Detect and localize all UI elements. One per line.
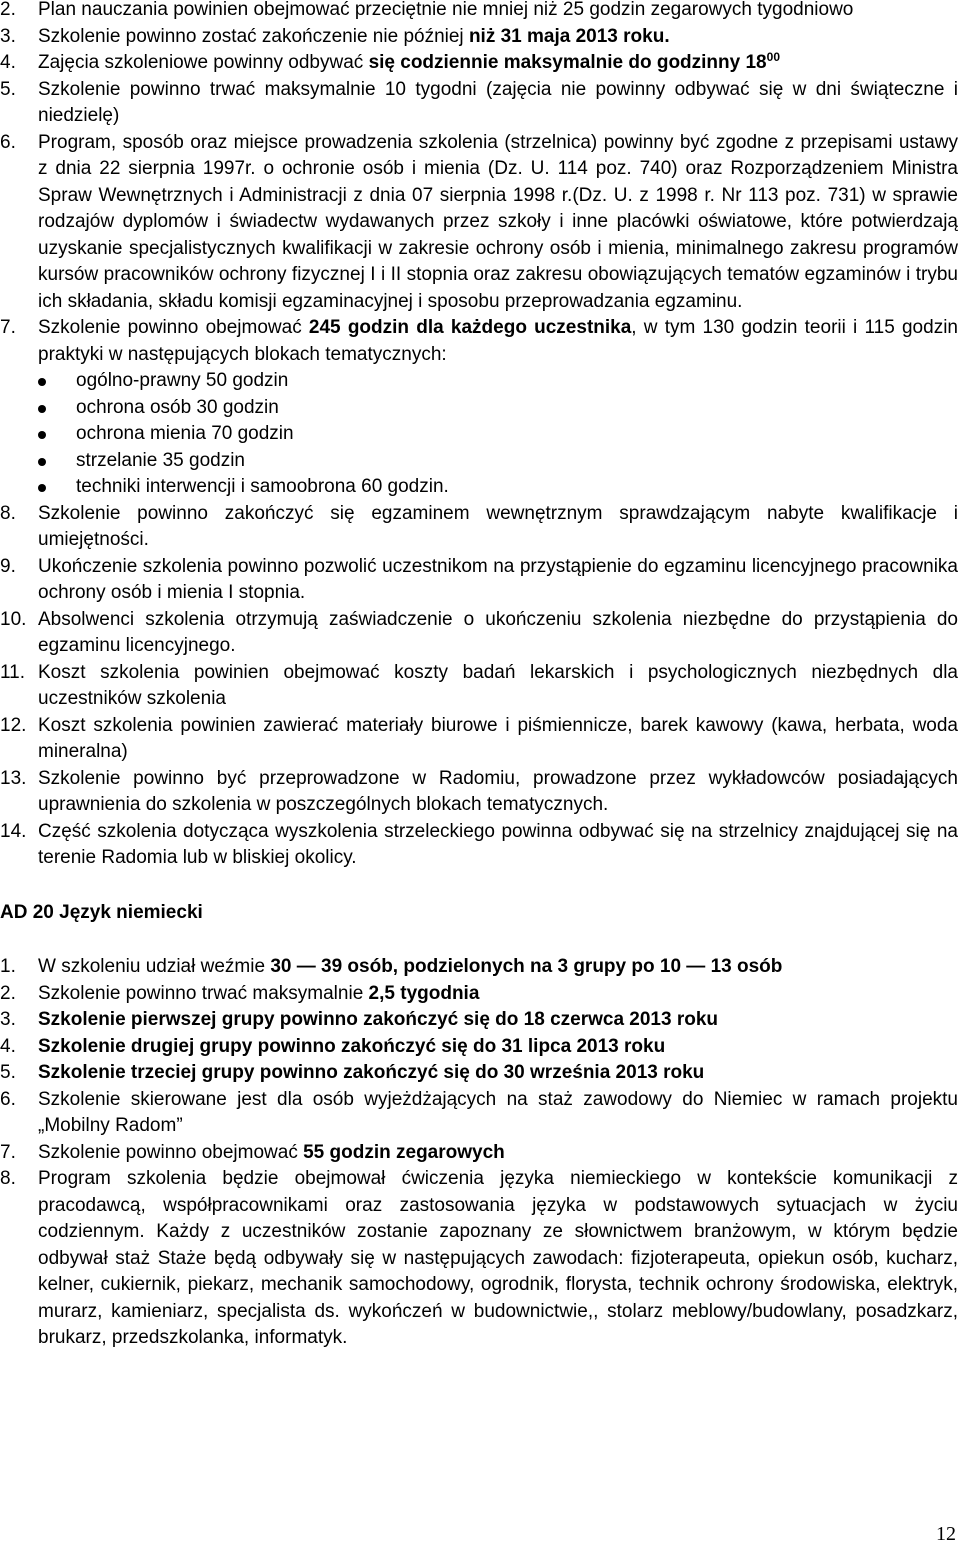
bullet-icon xyxy=(38,405,46,413)
item-number: 6. xyxy=(0,1088,16,1110)
item-number: 3. xyxy=(0,1009,16,1030)
item-number: 5. xyxy=(0,78,16,100)
bullet-item xyxy=(0,474,958,501)
list-item xyxy=(0,130,958,316)
item-number: 8. xyxy=(0,1168,16,1189)
list-item xyxy=(0,1034,958,1061)
list-item xyxy=(0,501,958,554)
list-item xyxy=(0,954,958,981)
bold-text: Szkolenie pierwszej grupy powinno zakończyć się do 18 czerwca 2013 roku xyxy=(38,1009,719,1030)
item-number: 2. xyxy=(0,982,16,1004)
item-text: Szkolenie powinno obejmować xyxy=(38,1141,304,1163)
item-number: 8. xyxy=(0,502,16,524)
item-number: 2. xyxy=(0,0,16,20)
list-item xyxy=(0,1166,958,1352)
bullet-list xyxy=(0,368,958,501)
item-number: 5. xyxy=(0,1062,16,1083)
item-number: 1. xyxy=(0,956,16,977)
list-item xyxy=(0,0,958,24)
item-number: 14. xyxy=(0,820,27,842)
list-item xyxy=(0,1060,958,1087)
item-text: Szkolenie powinno być przeprowadzone w Radomiu, prowadzone przez wykładowców posiadających uprawnienia do szkolenia w poszczególnych blokach tematycznych. xyxy=(38,767,958,815)
bullet-text: ochrona osób 30 godzin xyxy=(76,396,279,418)
list-item xyxy=(0,1087,958,1140)
bold-text: 30 — 39 osób, podzielonych na 3 grupy po 10 — 13 osób xyxy=(270,956,783,977)
bold-text: 55 godzin zegarowych xyxy=(303,1141,505,1163)
list-item xyxy=(0,660,958,713)
bold-text: Szkolenie drugiej grupy powinno zakończyć się do 31 lipca 2013 roku xyxy=(38,1035,666,1057)
bold-text: 00 xyxy=(766,50,780,64)
item-number: 3. xyxy=(0,25,16,47)
item-text: Szkolenie powinno zakończyć się egzaminem wewnętrznym sprawdzającym nabyte kwalifikacje i umiejętności. xyxy=(38,502,958,550)
bullet-text: ochrona mienia 70 godzin xyxy=(76,423,294,444)
list-item xyxy=(0,766,958,819)
item-number: 6. xyxy=(0,131,16,153)
bullet-icon xyxy=(38,431,46,439)
item-text: Szkolenie powinno obejmować xyxy=(38,317,309,338)
bullet-item xyxy=(0,448,958,475)
list-item xyxy=(0,77,958,130)
item-text: Plan nauczania powinien obejmować przeciętnie nie mniej niż 25 godzin zegarowych tygodniowo xyxy=(38,0,854,20)
bold-text: Szkolenie trzeciej grupy powinno zakończyć się do 30 września 2013 roku xyxy=(38,1062,705,1083)
item-text: Program, sposób oraz miejsce prowadzenia szkolenia (strzelnica) powinny być zgodne z przepisami ustawy z dnia 22 sierpnia 1997r. o ochronie osób i mienia (Dz. U. 114 poz. 740) oraz Rozporządzeniem Ministra Spraw Wewnętrznych i Administracji z dnia 07 sierpnia 1998 r.(Dz. U. z 1998 r. Nr 113 poz. 731) w sprawie rodzajów dyplomów i świadectw wydawanych przez szkoły i inne placówki oświatowe, które potwierdzają uzyskanie specjalistycznych kwalifikacji w zakresie ochrony osób i mienia, minimalnego zakresu programów kursów pracowników ochrony fizycznej I i II stopnia oraz zakresu obowiązujących tematów egzaminów i trybu ich składania, składu komisji egzaminacyjnej i sposobu przeprowadzania egzaminu. xyxy=(38,131,958,312)
section-heading: AD 20 Język niemiecki xyxy=(0,901,203,923)
list-item xyxy=(0,1140,958,1167)
item-text: Program szkolenia będzie obejmował ćwiczenia języka niemieckiego w kontekście komunikacji z pracodawcą, współpracownikami oraz zastosowania języka w podstawowych sytuacjach w życiu codziennym. Każdy z uczestników zostanie zapoznany ze słownictwem branżowym, w którym będzie odbywał staż Staże będą odbywały się w następujących zawodach: fizjoterapeuta, opiekun osób, kucharz, kelner, cukiernik, piekarz, mechanik samochodowy, ogrodnik, florysta, technik ochrony środowiska, elektryk, murarz, kamieniarz, specjalista ds. wykończeń w budownictwie,, stolarz meblowy/budowlany, posadzkarz, brukarz, przedszkolanka, informatyk. xyxy=(38,1168,958,1348)
item-text: Część szkolenia dotycząca wyszkolenia strzeleckiego powinna odbywać się na strzelnicy znajdującej się na terenie Radomia lub w bliskiej okolicy. xyxy=(38,820,958,868)
item-text: Ukończenie szkolenia powinno pozwolić uczestnikom na przystąpienie do egzaminu licencyjnego pracownika ochrony osób i mienia I stopnia. xyxy=(38,555,958,603)
item-number: 13. xyxy=(0,767,27,789)
item-text: Szkolenie skierowane jest dla osób wyjeżdżających na staż zawodowy do Niemiec w ramach projektu „Mobilny Radom” xyxy=(38,1088,958,1136)
list-item xyxy=(0,1007,958,1034)
item-text: Szkolenie powinno zostać zakończenie nie później xyxy=(38,25,469,47)
item-text: Zajęcia szkoleniowe powinny odbywać xyxy=(38,52,369,73)
list-item xyxy=(0,607,958,660)
bullet-icon xyxy=(38,458,46,466)
item-text: W szkoleniu udział weźmie xyxy=(38,956,271,977)
list-item xyxy=(0,554,958,607)
bullet-item xyxy=(0,395,958,422)
list-item xyxy=(0,50,958,77)
bullet-item xyxy=(0,421,958,448)
bold-text: niż 31 maja 2013 roku. xyxy=(468,25,670,47)
bullet-text: ogólno-prawny 50 godzin xyxy=(76,370,289,391)
list-item xyxy=(0,981,958,1008)
item-text: , w tym 130 godzin teorii i 115 godzin praktyki w następujących blokach tematycznych: xyxy=(38,317,958,365)
list-item xyxy=(0,315,958,368)
bold-text: się codziennie maksymalnie do godzinny 18 xyxy=(368,52,767,73)
item-number: 12. xyxy=(0,714,27,736)
item-number: 9. xyxy=(0,555,16,577)
bullet-icon xyxy=(38,378,46,386)
bold-text: 2,5 tygodnia xyxy=(368,982,480,1004)
item-number: 4. xyxy=(0,52,16,73)
item-text: Koszt szkolenia powinien zawierać materiały biurowe i piśmiennicze, barek kawowy (kawa, herbata, woda mineralna) xyxy=(38,714,958,762)
item-number: 11. xyxy=(0,661,26,683)
list-item xyxy=(0,819,958,872)
item-text: Absolwenci szkolenia otrzymują zaświadczenie o ukończeniu szkolenia niezbędne do przystąpienia do egzaminu licencyjnego. xyxy=(38,608,958,656)
item-text: Szkolenie powinno trwać maksymalnie xyxy=(38,982,369,1004)
item-number: 7. xyxy=(0,1141,16,1163)
bold-text: 245 godzin dla każdego uczestnika xyxy=(308,317,632,338)
item-number: 4. xyxy=(0,1035,16,1057)
item-text: Szkolenie powinno trwać maksymalnie 10 tygodni (zajęcia nie powinny odbywać się w dni świąteczne i niedzielę) xyxy=(38,78,958,126)
item-number: 10. xyxy=(0,608,27,630)
list-item xyxy=(0,24,958,51)
german-course-list xyxy=(0,954,958,1352)
item-text: Koszt szkolenia powinien obejmować koszty badań lekarskich i psychologicznych niezbędnych dla uczestników szkolenia xyxy=(38,661,958,709)
bullet-icon xyxy=(38,484,46,492)
item-number: 7. xyxy=(0,317,16,338)
bullet-text: strzelanie 35 godzin xyxy=(76,449,245,471)
bullet-text: techniki interwencji i samoobrona 60 godzin. xyxy=(76,476,449,497)
page-number: 12 xyxy=(936,1523,956,1545)
bullet-item xyxy=(0,368,958,395)
list-item xyxy=(0,713,958,766)
